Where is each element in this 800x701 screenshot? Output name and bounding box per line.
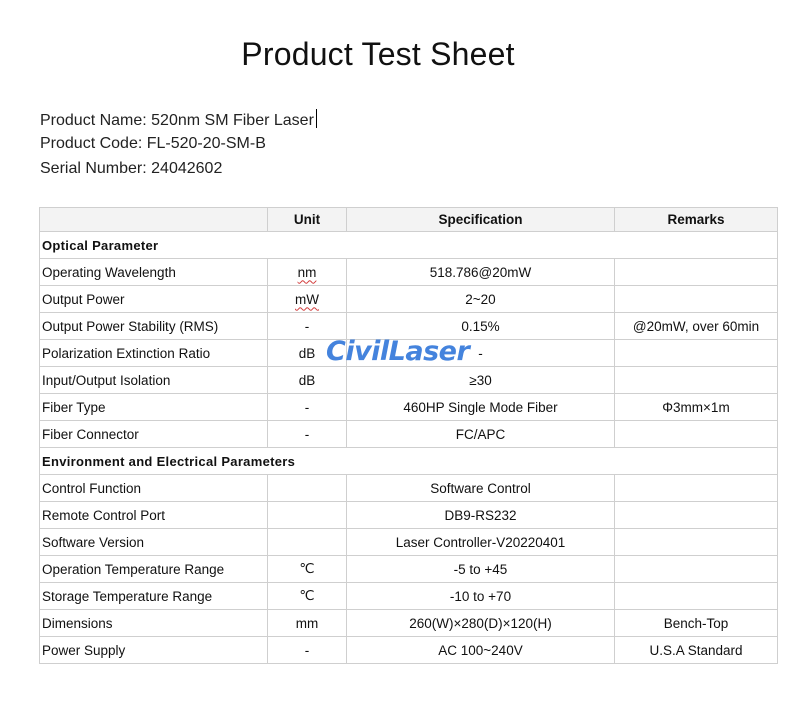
unit-cell <box>268 502 347 529</box>
unit-cell <box>268 259 347 286</box>
text-cursor <box>316 109 317 128</box>
param-cell: Power Supply <box>40 637 268 664</box>
spec-table <box>39 207 778 664</box>
param-cell: Output Power <box>40 286 268 313</box>
table-row <box>40 610 778 637</box>
table-row <box>40 529 778 556</box>
table-row <box>40 313 778 340</box>
remarks-cell <box>615 259 778 286</box>
header-remarks: Remarks <box>615 208 778 232</box>
param-cell: Fiber Connector <box>40 421 268 448</box>
product-name-text: Product Name: 520nm SM Fiber Laser <box>40 112 314 129</box>
param-cell: Software Version <box>40 529 268 556</box>
table-row <box>40 340 778 367</box>
remarks-cell <box>615 556 778 583</box>
spec-cell: 260(W)×280(D)×120(H) <box>347 610 615 637</box>
remarks-cell: Bench-Top <box>615 610 778 637</box>
table-row <box>40 502 778 529</box>
param-cell: Dimensions <box>40 610 268 637</box>
param-cell: Output Power Stability (RMS) <box>40 313 268 340</box>
product-name-line <box>40 109 317 130</box>
header-parameter <box>40 208 268 232</box>
param-cell: Operation Temperature Range <box>40 556 268 583</box>
param-cell: Storage Temperature Range <box>40 583 268 610</box>
unit-cell <box>268 529 347 556</box>
unit-cell: ℃ <box>268 556 347 583</box>
table-row <box>40 475 778 502</box>
spec-cell: AC 100~240V <box>347 637 615 664</box>
brand-watermark: CivilLaser <box>326 336 470 367</box>
spec-cell: FC/APC <box>347 421 615 448</box>
remarks-cell <box>615 475 778 502</box>
remarks-cell <box>615 502 778 529</box>
header-unit: Unit <box>268 208 347 232</box>
serial-number-line: Serial Number: 24042602 <box>40 160 223 177</box>
page-title: Product Test Sheet <box>241 36 515 72</box>
remarks-cell: U.S.A Standard <box>615 637 778 664</box>
remarks-cell <box>615 583 778 610</box>
param-cell: Input/Output Isolation <box>40 367 268 394</box>
spec-cell: Laser Controller-V20220401 <box>347 529 615 556</box>
unit-cell: - <box>268 637 347 664</box>
table-body <box>40 232 778 664</box>
spec-cell: 2~20 <box>347 286 615 313</box>
remarks-cell: Φ3mm×1m <box>615 394 778 421</box>
spec-cell: 518.786@20mW <box>347 259 615 286</box>
spec-cell: ≥30 <box>347 367 615 394</box>
unit-cell: mm <box>268 610 347 637</box>
table-header-row <box>40 208 778 232</box>
spec-cell: Software Control <box>347 475 615 502</box>
unit-cell: - <box>268 394 347 421</box>
param-cell: Operating Wavelength <box>40 259 268 286</box>
spec-cell: -5 to +45 <box>347 556 615 583</box>
table-row <box>40 583 778 610</box>
unit-cell: ℃ <box>268 583 347 610</box>
section-title: Optical Parameter <box>40 232 778 259</box>
section-row <box>40 448 778 475</box>
param-cell: Remote Control Port <box>40 502 268 529</box>
param-cell: Fiber Type <box>40 394 268 421</box>
header-specification: Specification <box>347 208 615 232</box>
table-row <box>40 367 778 394</box>
section-row <box>40 232 778 259</box>
unit-text: nm <box>297 264 317 280</box>
unit-cell: dB <box>268 367 347 394</box>
unit-cell: - <box>268 313 347 340</box>
table-row <box>40 286 778 313</box>
param-cell: Control Function <box>40 475 268 502</box>
section-title: Environment and Electrical Parameters <box>40 448 778 475</box>
param-cell: Polarization Extinction Ratio <box>40 340 268 367</box>
remarks-cell <box>615 340 778 367</box>
spec-cell: - <box>347 340 615 367</box>
table-row <box>40 394 778 421</box>
remarks-cell <box>615 367 778 394</box>
unit-cell <box>268 475 347 502</box>
remarks-cell <box>615 529 778 556</box>
unit-cell: dB <box>268 340 347 367</box>
unit-text: mW <box>295 291 319 307</box>
spec-cell: -10 to +70 <box>347 583 615 610</box>
spec-cell: 460HP Single Mode Fiber <box>347 394 615 421</box>
remarks-cell <box>615 421 778 448</box>
remarks-cell: @20mW, over 60min <box>615 313 778 340</box>
unit-cell <box>268 286 347 313</box>
table-row <box>40 259 778 286</box>
remarks-cell <box>615 286 778 313</box>
table-row <box>40 421 778 448</box>
table-row <box>40 637 778 664</box>
table-row <box>40 556 778 583</box>
spec-cell: 0.15% <box>347 313 615 340</box>
spec-cell: DB9-RS232 <box>347 502 615 529</box>
unit-cell: - <box>268 421 347 448</box>
product-code-line: Product Code: FL-520-20-SM-B <box>40 135 266 152</box>
